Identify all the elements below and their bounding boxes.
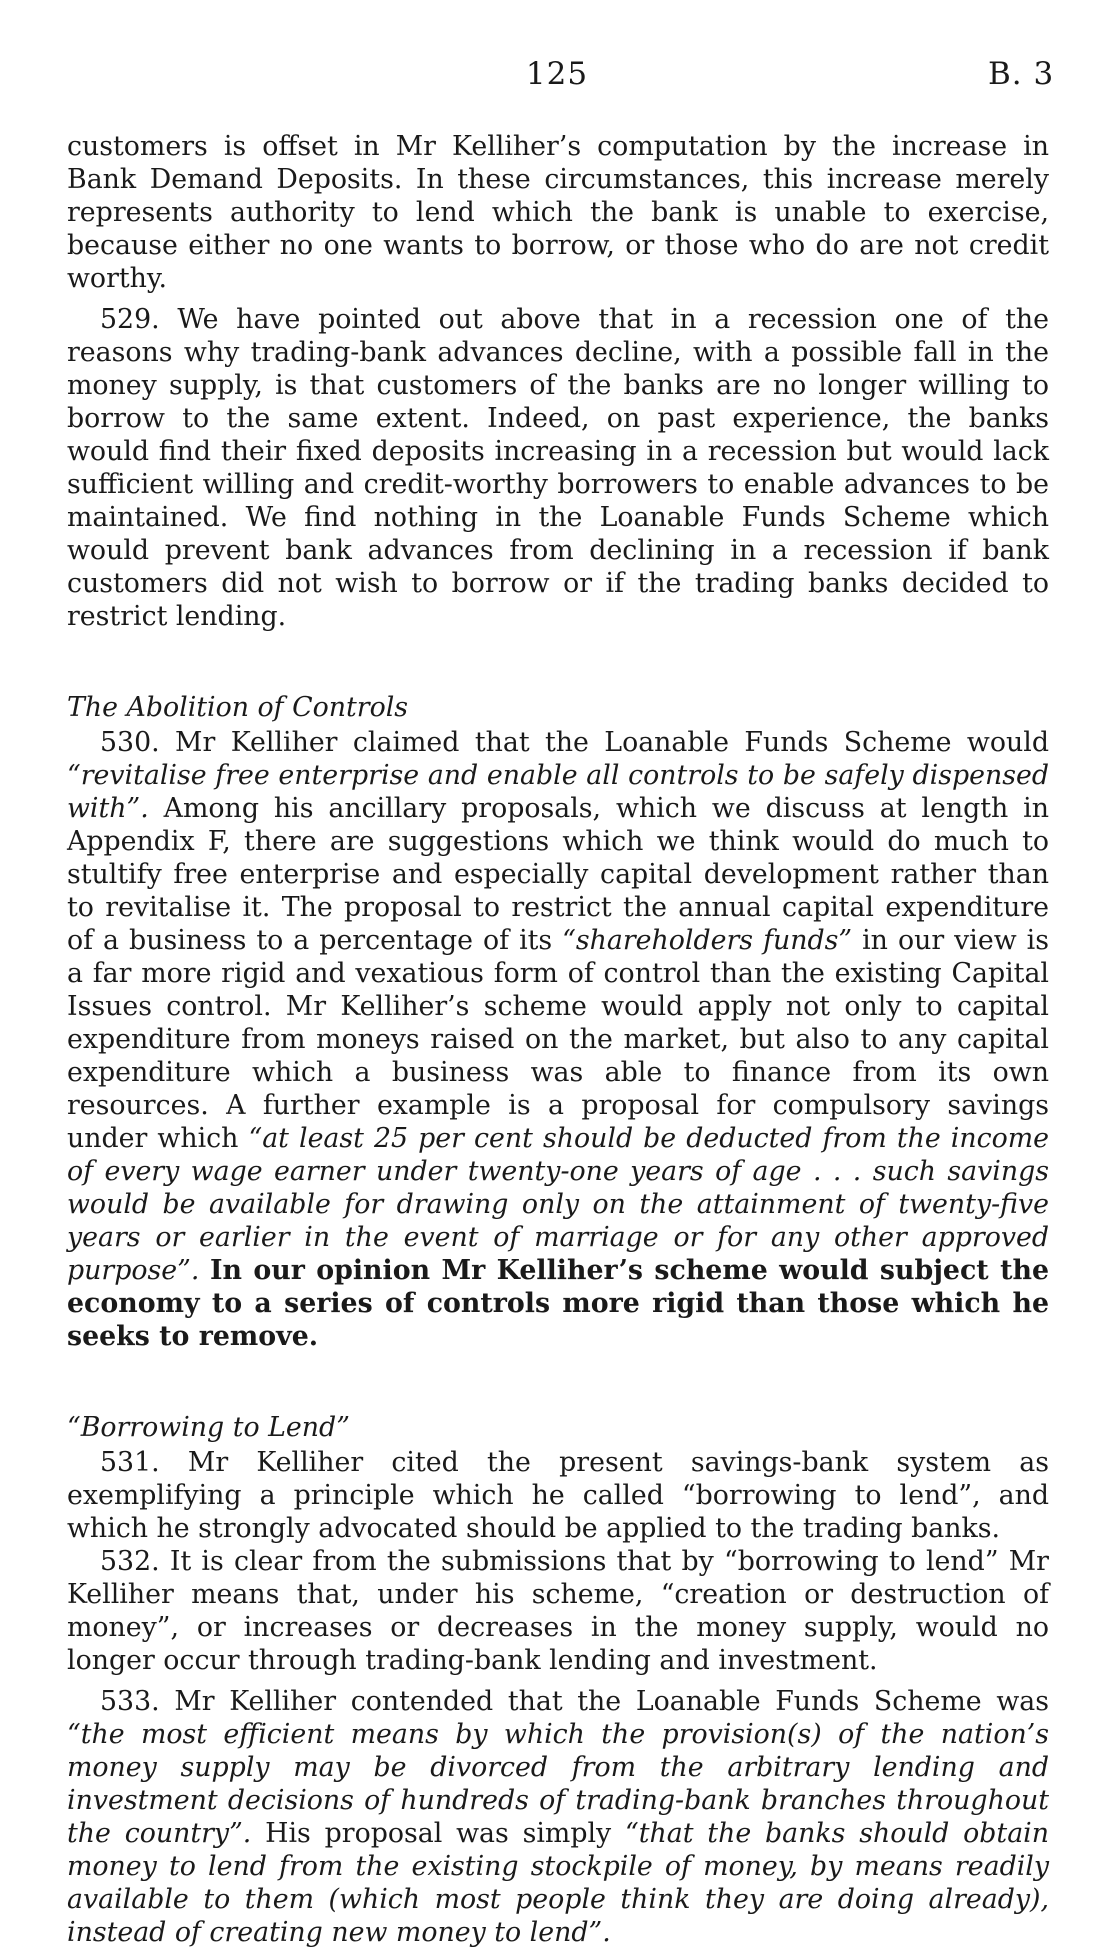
page-number: 125 <box>525 56 589 92</box>
p530-quote-1: “revitalise free enterprise and enable all controls to be safely dispensed with”. <box>67 760 1049 824</box>
p530-text-3: in our view is a far more rigid and vexatious form of control than the existing Capital Issues control. Mr Kelliher’s scheme would apply not only to capital expenditure from moneys raised on the market, but also to any capital expenditure which a business was able to finance from its own resources. A further example is a proposal for compulsory savings under which <box>67 925 1049 1154</box>
body-text <box>67 130 1049 1949</box>
p530-quote-2: “shareholders funds” <box>562 925 853 956</box>
p533-text-1: 533. Mr Kelliher contended that the Loanable Funds Scheme was <box>100 1686 1049 1717</box>
paragraph-529: 529. We have pointed out above that in a recession one of the reasons why trading-bank advances decline, with a possible fall in the money supply, is that customers of the banks are no longer willing to borrow to the same extent. Indeed, on past experience, the banks would find their fixed deposits increasing in a recession but would lack sufficient willing and credit-worthy borrowers to enable advances to be maintained. We find nothing in the Loanable Funds Scheme which would prevent bank advances from declining in a recession if bank customers did not wish to borrow or if the trading banks decided to restrict lending. <box>67 304 1049 632</box>
p530-quote-3: “at least 25 per cent should be deducted from the income of every wage earner under twenty-one years of age . . . such savings would be available for drawing only on the attainment of twenty-five years or earlier in the event of marriage or for any other approved purpose”. <box>67 1123 1050 1286</box>
paragraph-533 <box>67 1685 1049 1949</box>
section-heading-borrowing-to-lend: “Borrowing to Lend” <box>67 1412 350 1443</box>
document-code: B. 3 <box>988 56 1055 92</box>
p533-quote-2: “that the banks should obtain money to lend from the existing stockpile of money, by means readily available to them (which most people think they are doing already), instead of creating new money to lend”. <box>67 1818 1049 1948</box>
p533-text-2: His proposal was simply <box>251 1818 626 1849</box>
p530-text-2: Among his ancillary proposals, which we discuss at length in Appendix F, there are suggestions which we think would do much to stultify free enterprise and especially capital development rather than to revitalise it. The proposal to restrict the annual capital expenditure of a business to a percentage of its <box>67 793 1049 956</box>
p530-text-1: 530. Mr Kelliher claimed that the Loanable Funds Scheme would <box>100 727 1049 758</box>
paragraph-continued: customers is offset in Mr Kelliher’s computation by the increase in Bank Demand Deposits. In these circumstances, this increase merely represents authority to lend which the bank is unable to exercise, because either no one wants to borrow, or those who do are not credit worthy. <box>67 131 1049 294</box>
paragraph-530 <box>67 726 1049 1353</box>
p530-bold-conclusion: In our opinion Mr Kelliher’s scheme would subject the economy to a series of controls more rigid than those which he seeks to remove. <box>67 1255 1049 1352</box>
p533-quote-1: “the most efficient means by which the provision(s) of the nation’s money supply may be divorced from the arbitrary lending and investment decisions of hundreds of trading-bank branches throughout the country”. <box>67 1719 1049 1849</box>
section-heading-abolition-of-controls: The Abolition of Controls <box>67 692 409 723</box>
paragraph-531: 531. Mr Kelliher cited the present savings-bank system as exemplifying a principle which he called “borrowing to lend”, and which he strongly advocated should be applied to the trading banks. <box>67 1447 1049 1544</box>
paragraph-532: 532. It is clear from the submissions that by “borrowing to lend” Mr Kelliher means that, under his scheme, “creation or destruction of money”, or increases or decreases in the money supply, would no longer occur through trading-bank lending and investment. <box>67 1546 1049 1676</box>
